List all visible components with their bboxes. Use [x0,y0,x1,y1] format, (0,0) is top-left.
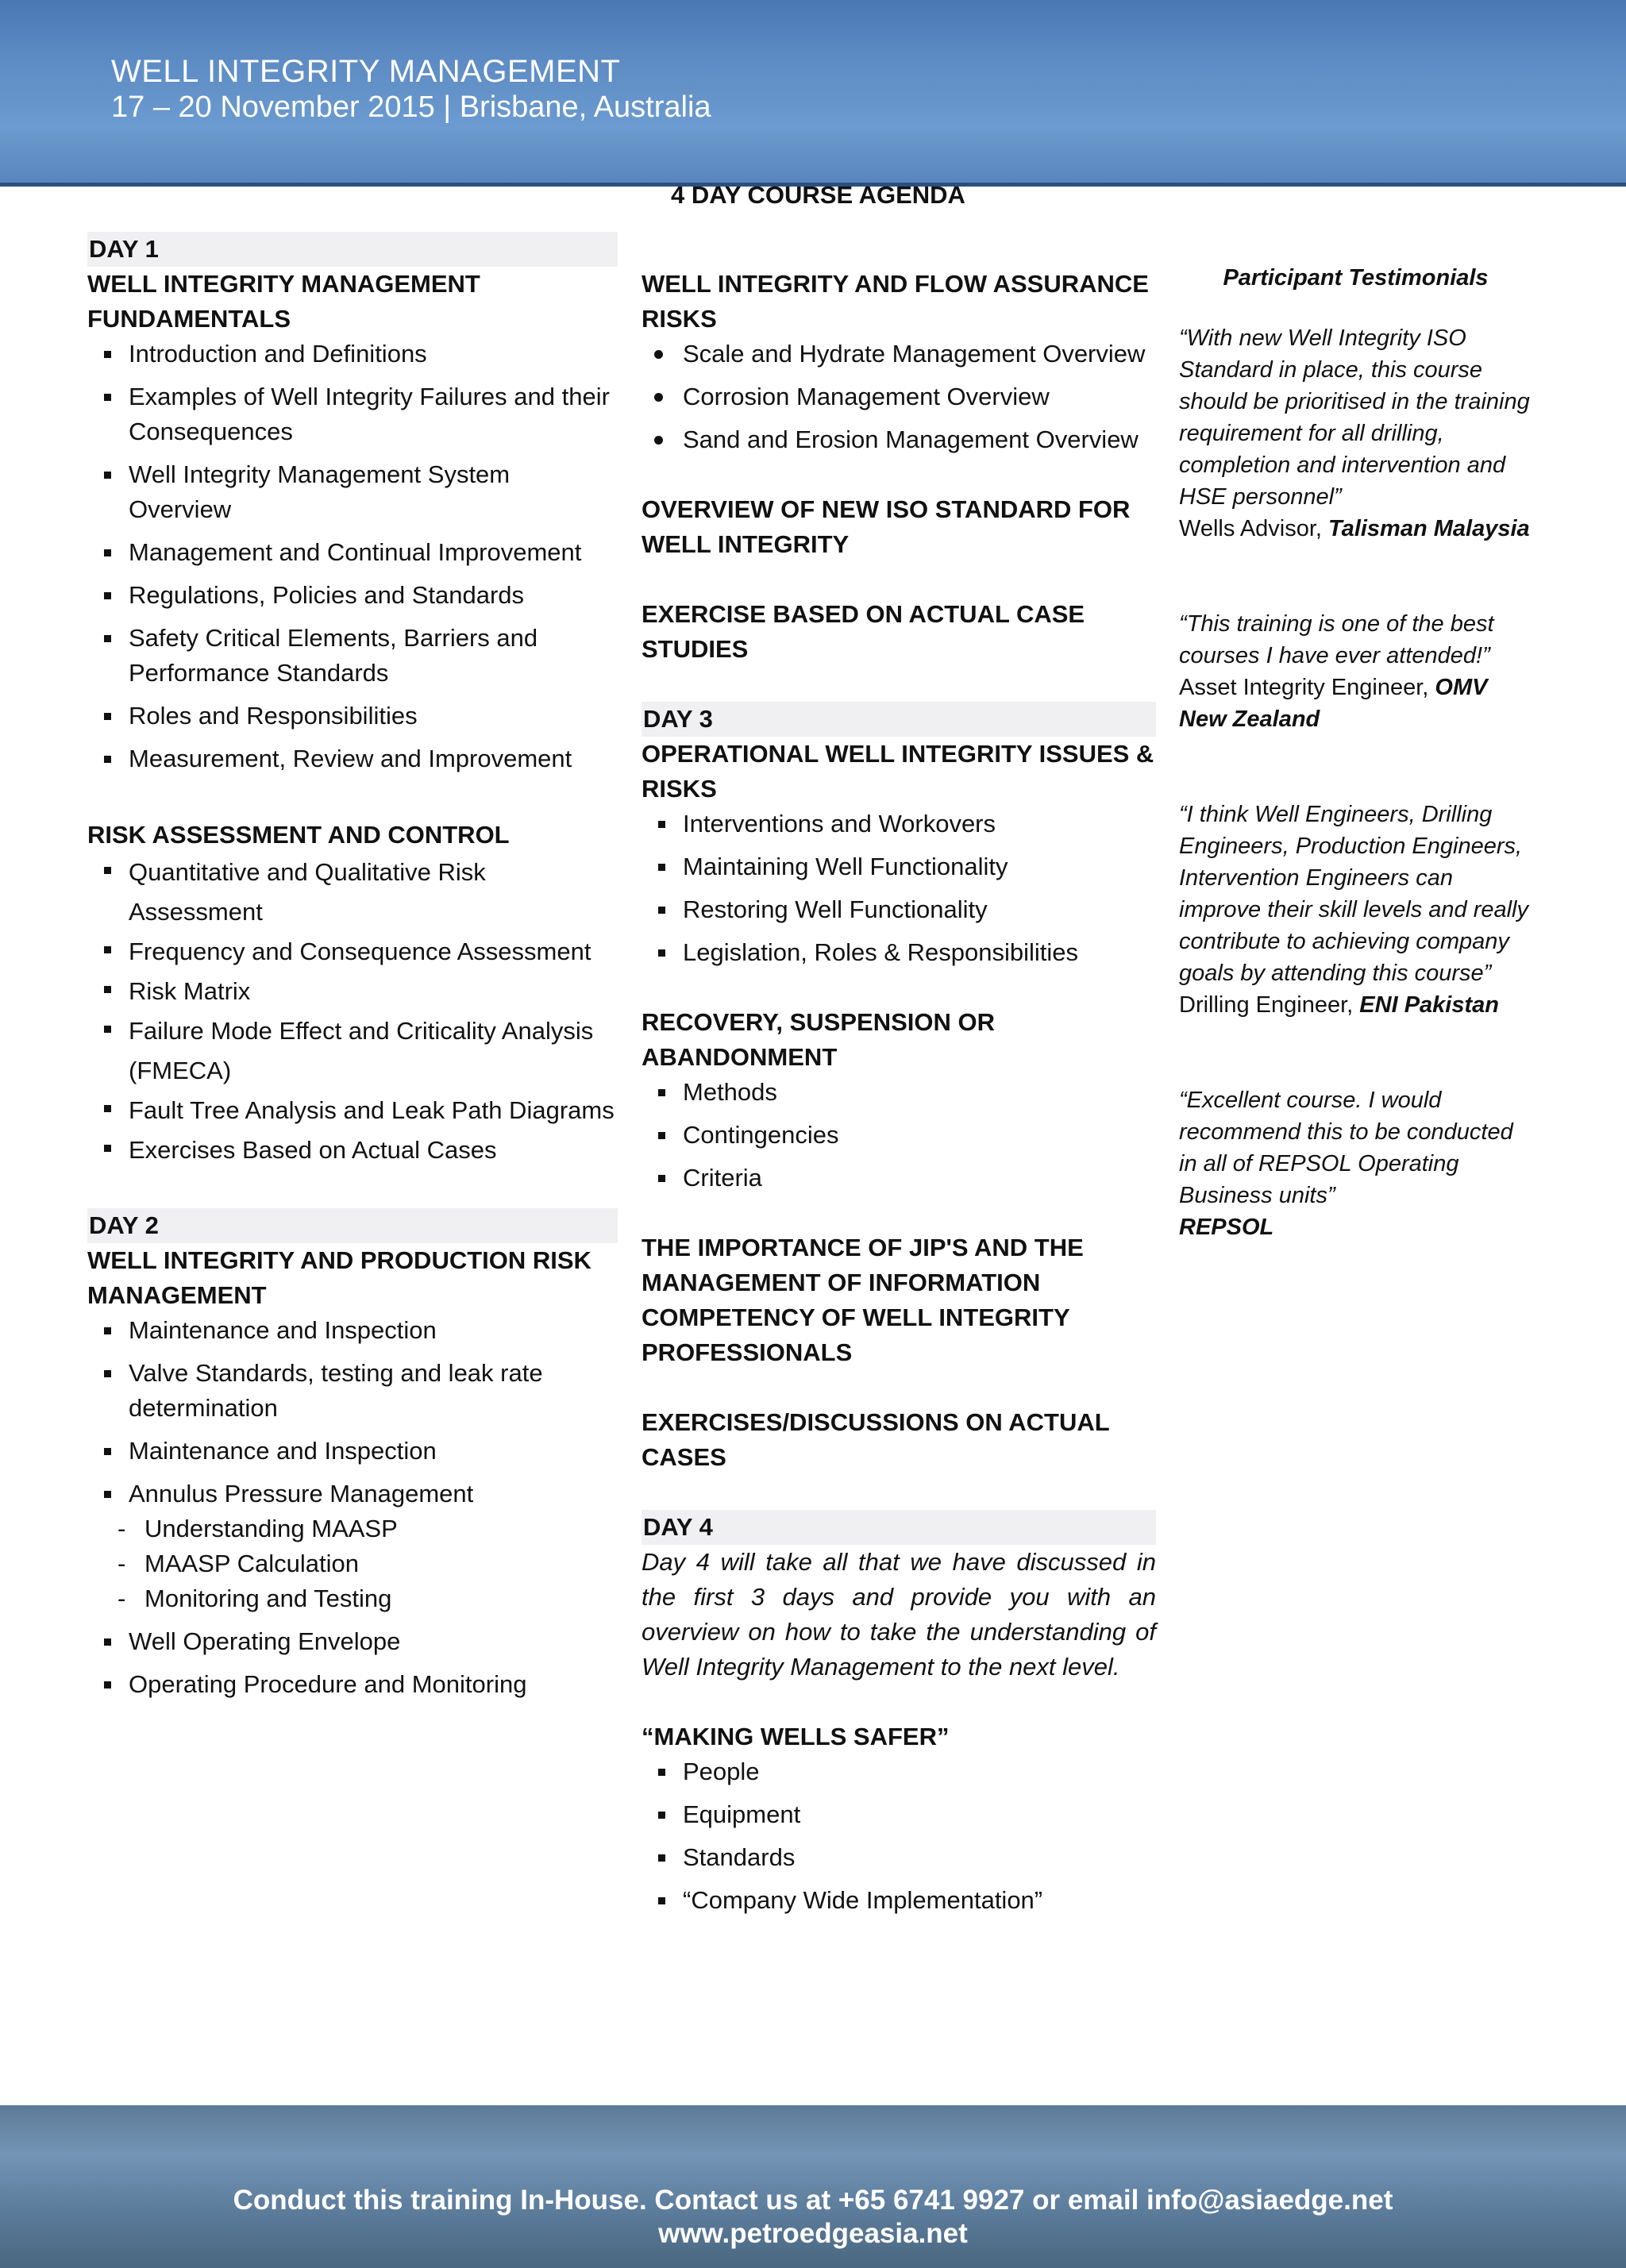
footer-banner [0,2105,1626,2268]
section-discussions: EXERCISES/DISCUSSIONS ON ACTUAL CASES [642,1408,1110,1471]
flow-assurance-list [642,337,1156,457]
testimonial-quote: “This training is one of the best courses I have ever attended!” [1179,611,1494,668]
day-4-label: DAY 4 [642,1510,1156,1545]
list-item: Contingencies [642,1118,1156,1153]
day-2-label: DAY 2 [87,1208,618,1243]
annulus-sublist [110,1511,618,1616]
list-item: Interventions and Workovers [642,807,1156,841]
sub-list-item: - MAASP Calculation [110,1546,618,1581]
list-item: Roles and Responsibilities [87,699,618,734]
section-recovery: RECOVERY, SUSPENSION OR ABANDONMENT [642,1008,996,1071]
testimonial-role: Asset Integrity Engineer, [1179,675,1435,700]
list-item: Measurement, Review and Improvement [87,741,618,776]
testimonials-heading: Participant Testimonials [1223,265,1489,291]
annulus-label: Annulus Pressure Management [129,1480,474,1508]
testimonial-quote: “I think Well Engineers, Drilling Engineers, Production Engineers, Intervention Engineers can improve their skill levels and really contribute to achieving company goals by attending this course” [1179,802,1528,986]
list-item: Maintenance and Inspection [87,1313,618,1348]
header-banner [0,0,1626,187]
list-item: Introduction and Definitions [87,337,618,372]
risk-list [87,853,618,1170]
section-exercise-case-studies: EXERCISE BASED ON ACTUAL CASE STUDIES [642,600,1085,663]
list-item: Maintenance and Inspection [87,1434,618,1469]
section-jip: THE IMPORTANCE OF JIP'S AND THE MANAGEMENT OF INFORMATION COMPETENCY OF WELL INTEGRITY PROFESSIONALS [642,1234,1084,1366]
production-risk-list [87,1313,618,1702]
list-item: Quantitative and Qualitative Risk Assessment [87,853,618,932]
list-item: Exercises Based on Actual Cases [87,1130,618,1170]
testimonial-role: Wells Advisor, [1179,516,1329,541]
list-item: Well Operating Envelope [87,1624,618,1659]
list-item: Fault Tree Analysis and Leak Path Diagrams [87,1091,618,1130]
list-item: Valve Standards, testing and leak rate determination [87,1356,618,1426]
sub-list-item: - Understanding MAASP [110,1511,618,1546]
agenda-column-1 [87,232,618,1702]
testimonial-company: REPSOL [1179,1215,1274,1240]
list-item: Corrosion Management Overview [642,379,1156,414]
section-operational-issues: OPERATIONAL WELL INTEGRITY ISSUES & RISKS [642,740,1154,803]
footer-contact: Conduct this training In-House. Contact us at +65 6741 9927 or email info@asiaedge.net [233,2185,1393,2216]
section-flow-assurance: WELL INTEGRITY AND FLOW ASSURANCE RISKS [642,270,1149,333]
day-1-label: DAY 1 [87,232,618,267]
day-3-label: DAY 3 [642,702,1156,737]
testimonial-company: Talisman Malaysia [1328,516,1530,541]
list-item: Operating Procedure and Monitoring [87,1667,618,1702]
list-item: “Company Wide Implementation” [642,1883,1156,1918]
list-item: Legislation, Roles & Responsibilities [642,935,1156,970]
course-date-location: 17 – 20 November 2015 | Brisbane, Australia [111,90,711,124]
testimonial [1179,608,1532,735]
fundamentals-list [87,337,618,776]
section-iso-standard: OVERVIEW OF NEW ISO STANDARD FOR WELL INTEGRITY [642,495,1131,558]
testimonials-column [1179,262,1532,1307]
testimonial [1179,322,1532,545]
list-item: Well Integrity Management System Overview [87,457,618,527]
footer-website: www.petroedgeasia.net [658,2218,968,2249]
testimonial-company: OMV New Zealand [1179,675,1488,732]
operational-list [642,807,1156,970]
list-item: Maintaining Well Functionality [642,849,1156,884]
section-risk-assessment: RISK ASSESSMENT AND CONTROL [87,821,510,849]
testimonial-quote: “Excellent course. I would recommend this to be conducted in all of REPSOL Operating Business units” [1179,1088,1513,1208]
list-item: Risk Matrix [87,972,618,1011]
sub-list-item: - Monitoring and Testing [110,1581,618,1616]
section-production-risk: WELL INTEGRITY AND PRODUCTION RISK MANAGEMENT [87,1246,591,1309]
safer-list [642,1754,1156,1918]
section-making-wells-safer: “MAKING WELLS SAFER” [642,1723,950,1750]
day-4-description: Day 4 will take all that we have discussed in the first 3 days and provide you with an overview on how to take the understanding of Well Integrity Management to the next level. [642,1548,1156,1681]
list-item: Equipment [642,1797,1156,1832]
testimonial-quote: “With new Well Integrity ISO Standard in place, this course should be prioritised in the training requirement for all drilling, completion and intervention and HSE personnel” [1179,325,1530,510]
list-item: Scale and Hydrate Management Overview [642,337,1156,372]
list-item: People [642,1754,1156,1789]
list-item: Restoring Well Functionality [642,892,1156,927]
list-item: Frequency and Consequence Assessment [87,932,618,972]
list-item: Safety Critical Elements, Barriers and Performance Standards [87,621,618,691]
testimonial-company: ENI Pakistan [1359,992,1499,1018]
testimonial [1179,1084,1532,1243]
list-item: Standards [642,1840,1156,1875]
testimonial-role: Drilling Engineer, [1179,992,1360,1018]
agenda-title: 4 DAY COURSE AGENDA [671,181,965,209]
list-item: Methods [642,1075,1156,1110]
list-item: Sand and Erosion Management Overview [642,422,1156,457]
list-item: Failure Mode Effect and Criticality Analysis (FMECA) [87,1011,618,1091]
list-item: Criteria [642,1161,1156,1196]
section-fundamentals: WELL INTEGRITY MANAGEMENT FUNDAMENTALS [87,270,480,333]
testimonial [1179,799,1532,1021]
agenda-column-2 [642,267,1156,1918]
list-item: Management and Continual Improvement [87,535,618,570]
list-item: Regulations, Policies and Standards [87,578,618,613]
list-item: Examples of Well Integrity Failures and their Consequences [87,379,618,449]
course-title: WELL INTEGRITY MANAGEMENT [111,54,621,89]
recovery-list [642,1075,1156,1196]
list-item [87,1477,618,1616]
